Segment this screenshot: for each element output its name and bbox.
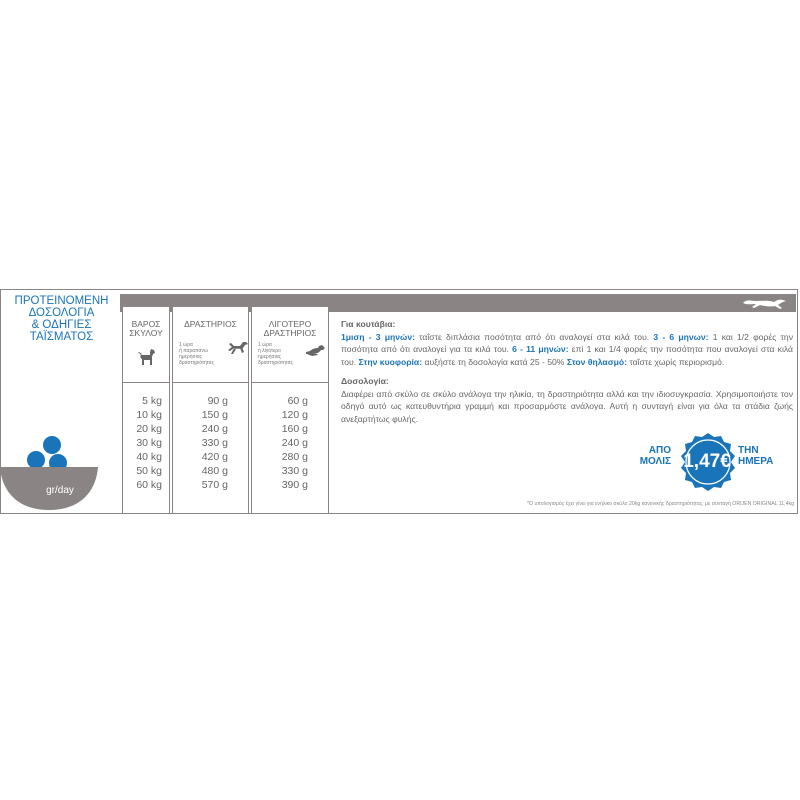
- weight-column-header: [123, 307, 169, 383]
- table-row: 330 g: [281, 465, 308, 477]
- table-row: 160 g: [281, 423, 308, 435]
- nursing-label: Στον θηλασμό:: [566, 356, 627, 367]
- dosage-title: Δοσολογία:: [341, 376, 389, 386]
- running-dog-icon: [225, 340, 249, 356]
- table-row: 280 g: [281, 451, 308, 463]
- puppies-paragraph: [341, 331, 793, 369]
- footnote: *Ο υπολογισμός έχει γίνει για ενήλικο σκύλο 20kg κανονικής δραστηριότητας, με συνταγή ORIJEN ORIGINAL 11,4kg: [526, 501, 794, 507]
- table-row: 40 kg: [136, 451, 162, 463]
- lying-dog-icon: [304, 344, 326, 358]
- instructions-text: [341, 318, 793, 425]
- text-span: αυξήστε τη δοσολογία κατά 25 - 50%: [422, 356, 567, 367]
- table-row: 420 g: [201, 451, 228, 463]
- active-column: [172, 306, 249, 514]
- badge-per-day-label: ΤΗΝ ΗΜΕΡΑ: [738, 445, 774, 467]
- less-active-column-subtitle: 1 ώρα ή λιγότερο ημερήσιας δραστηριότητας: [258, 342, 293, 366]
- badge-from-label: ΑΠΟ ΜΟΛΙΣ: [639, 445, 671, 467]
- table-row: 50 kg: [136, 465, 162, 477]
- table-row: 20 kg: [136, 423, 162, 435]
- table-row: 60 g: [287, 395, 308, 407]
- text-span: 1 και 1/2 φορές την ποσότητα από ότι αναλογεί για τα κιλά του.: [341, 331, 793, 354]
- puppies-title: Για κουτάβια:: [341, 319, 396, 329]
- table-row: 90 g: [207, 395, 228, 407]
- weight-column: [122, 306, 170, 514]
- text-span: επί 1 και 1/4 φορές την ποσότητα που αναλογεί στα κιλά του.: [341, 344, 793, 367]
- active-column-subtitle: 1 ώρα ή παραπάνω ημερήσιας δραστηριότητας: [179, 342, 214, 366]
- bowl-label: gr/day: [46, 485, 74, 496]
- table-row: 10 kg: [136, 409, 162, 421]
- weight-rows: [123, 383, 169, 492]
- active-column-header: [173, 307, 248, 383]
- age-label: 6 - 11 μηνών:: [512, 344, 569, 354]
- text-span: ταΐστε διπλάσια ποσότητα από ότι αναλογεί στα κιλά του.: [414, 331, 654, 342]
- dosage-paragraph: Διαφέρει από σκύλο σε σκύλο ανάλογα την ηλικία, τη δραστηριότητα αλλά και την ιδιοσυγκρασία. Χρησιμοποιήστε τον οδηγό αυτό ως κατευθυντήρια γραμμή και προσαρμόστε ανάλογα. Αυτή η συνταγή είναι για όλα τα στάδια ζωής ανεξαρτήτως φυλής.: [341, 388, 793, 424]
- text-span: ταΐστε χωρίς περιορισμό.: [626, 356, 725, 367]
- age-label: 1μιση - 3 μηνών:: [341, 331, 415, 342]
- table-row: 60 kg: [136, 479, 162, 491]
- table-row: 570 g: [201, 479, 228, 491]
- table-row: 120 g: [281, 409, 308, 421]
- table-row: 240 g: [201, 423, 228, 435]
- table-row: 390 g: [281, 479, 308, 491]
- food-bowl-icon: [0, 434, 120, 514]
- table-row: 5 kg: [142, 395, 162, 407]
- pregnancy-label: Στην κυοφορία:: [358, 356, 423, 367]
- less-active-column-title: ΛΙΓΟΤΕΡΟ ΔΡΑΣΤΗΡΙΟΣ: [263, 319, 317, 338]
- less-active-column-header: [252, 307, 328, 383]
- less-active-column: [251, 306, 329, 514]
- badge-price: 1,47€: [683, 451, 731, 472]
- greyhound-icon: [742, 296, 788, 310]
- age-label: 3 - 6 μηνων:: [653, 331, 709, 342]
- less-active-rows: [252, 383, 328, 492]
- table-row: 330 g: [201, 437, 228, 449]
- table-row: 150 g: [201, 409, 228, 421]
- small-dog-icon: [137, 347, 157, 367]
- weight-column-title: ΒΑΡΟΣ ΣΚΥΛΟΥ: [129, 319, 163, 338]
- active-column-title: ΔΡΑΣΤΗΡΙΟΣ: [184, 319, 237, 329]
- page-title: ΠΡΟΤΕΙΝΟΜΕΝΗ ΔΟΣΟΛΟΓΙΑ & ΟΔΗΓΙΕΣ ΤΑΪΣΜΑΤΟΣ: [14, 295, 109, 343]
- active-rows: [173, 383, 248, 492]
- table-row: 480 g: [201, 465, 228, 477]
- table-row: 30 kg: [136, 437, 162, 449]
- table-row: 240 g: [281, 437, 308, 449]
